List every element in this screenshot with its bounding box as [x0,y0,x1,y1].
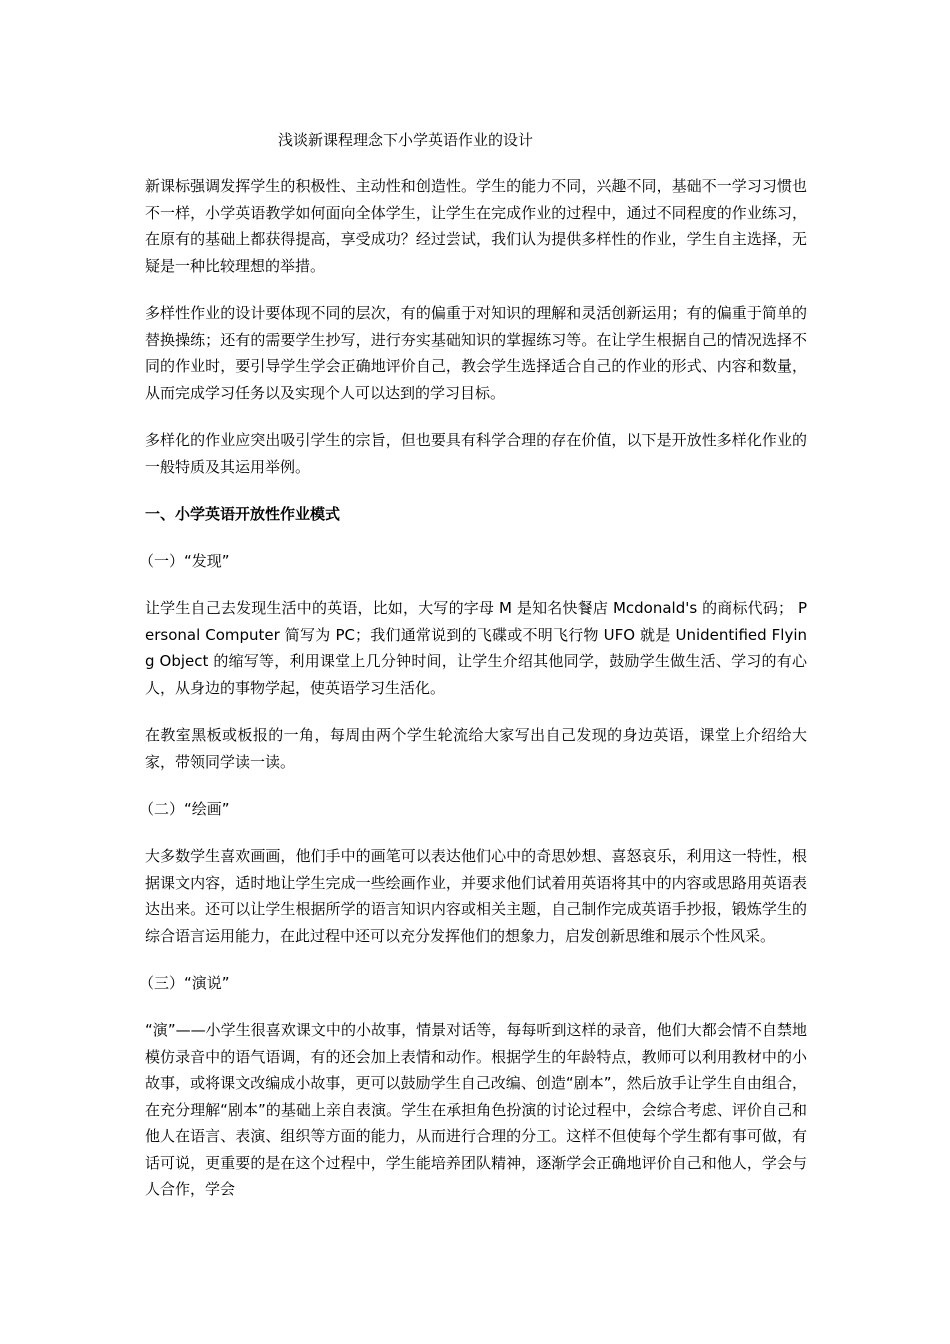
intro-paragraph-1: 新课标强调发挥学生的积极性、主动性和创造性。学生的能力不同，兴趣不同，基础不一学习习惯也不一样，小学英语教学如何面向全体学生，让学生在完成作业的过程中，通过不同程度的作业练习，在原有的基础上都获得提高，享受成功？经过尝试，我们认为提供多样性的作业，学生自主选择，无疑是一种比较理想的举措。 [145,177,807,275]
discover-paragraph-1: 让学生自己去发现生活中的英语，比如，大写的字母 M 是知名快餐店 Mcdonald's 的商标代码； Personal Computer 简写为 PC；我们通常说到的飞碟或不明飞行物 UFO 就是 Unidentified Flying Object 的缩写等，利用课堂上几分钟时间，让学生介绍其他同学，鼓励学生做生活、学习的有心人，从身边的事物学起，使英语学习生活化。 [145,599,807,697]
intro-paragraph-3: 多样化的作业应突出吸引学生的宗旨，但也要具有科学合理的存在价值，以下是开放性多样化作业的一般特质及其运用举例。 [145,431,807,476]
performance-paragraph-1: “演”——小学生很喜欢课文中的小故事，情景对话等，每每听到这样的录音，他们大都会情不自禁地模仿录音中的语气语调，有的还会加上表情和动作。根据学生的年龄特点，教师可以利用教材中的小故事，或将课文改编成小故事，更可以鼓励学生自己改编、创造“剧本”，然后放手让学生自由组合，在充分理解“剧本”的基础上亲自表演。学生在承担角色扮演的讨论过程中，会综合考虑、评价自己和他人在语言、表演、组织等方面的能力，从而进行合理的分工。这样不但使每个学生都有事可做，有话可说，更重要的是在这个过程中，学生能培养团队精神，逐渐学会正确地评价自己和他人，学会与人合作，学会 [145,1021,807,1198]
subsection-heading-performance: （三）“演说” [139,974,230,992]
intro-paragraph-2: 多样性作业的设计要体现不同的层次，有的偏重于对知识的理解和灵活创新运用；有的偏重于简单的替换操练；还有的需要学生抄写，进行夯实基础知识的掌握练习等。在让学生根据自己的情况选择不同的作业时，要引导学生学会正确地评价自己，教会学生选择适合自己的作业的形式、内容和数量，从而完成学习任务以及实现个人可以达到的学习目标。 [145,304,807,402]
drawing-paragraph-1: 大多数学生喜欢画画，他们手中的画笔可以表达他们心中的奇思妙想、喜怒哀乐，利用这一特性，根据课文内容，适时地让学生完成一些绘画作业，并要求他们试着用英语将其中的内容或思路用英语表达出来。还可以让学生根据所学的语言知识内容或相关主题，自己制作完成英语手抄报，锻炼学生的综合语言运用能力，在此过程中还可以充分发挥他们的想象力，启发创新思维和展示个性风采。 [145,847,807,945]
subsection-heading-discover: （一）“发现” [139,552,230,570]
subsection-heading-drawing: （二）“绘画” [139,800,230,818]
section-heading-1: 一、小学英语开放性作业模式 [145,505,341,523]
document-page [139,127,807,1224]
document-title: 浅谈新课程理念下小学英语作业的设计 [278,131,534,149]
discover-paragraph-2: 在教室黑板或板报的一角，每周由两个学生轮流给大家写出自己发现的身边英语，课堂上介绍给大家，带领同学读一读。 [145,726,807,771]
